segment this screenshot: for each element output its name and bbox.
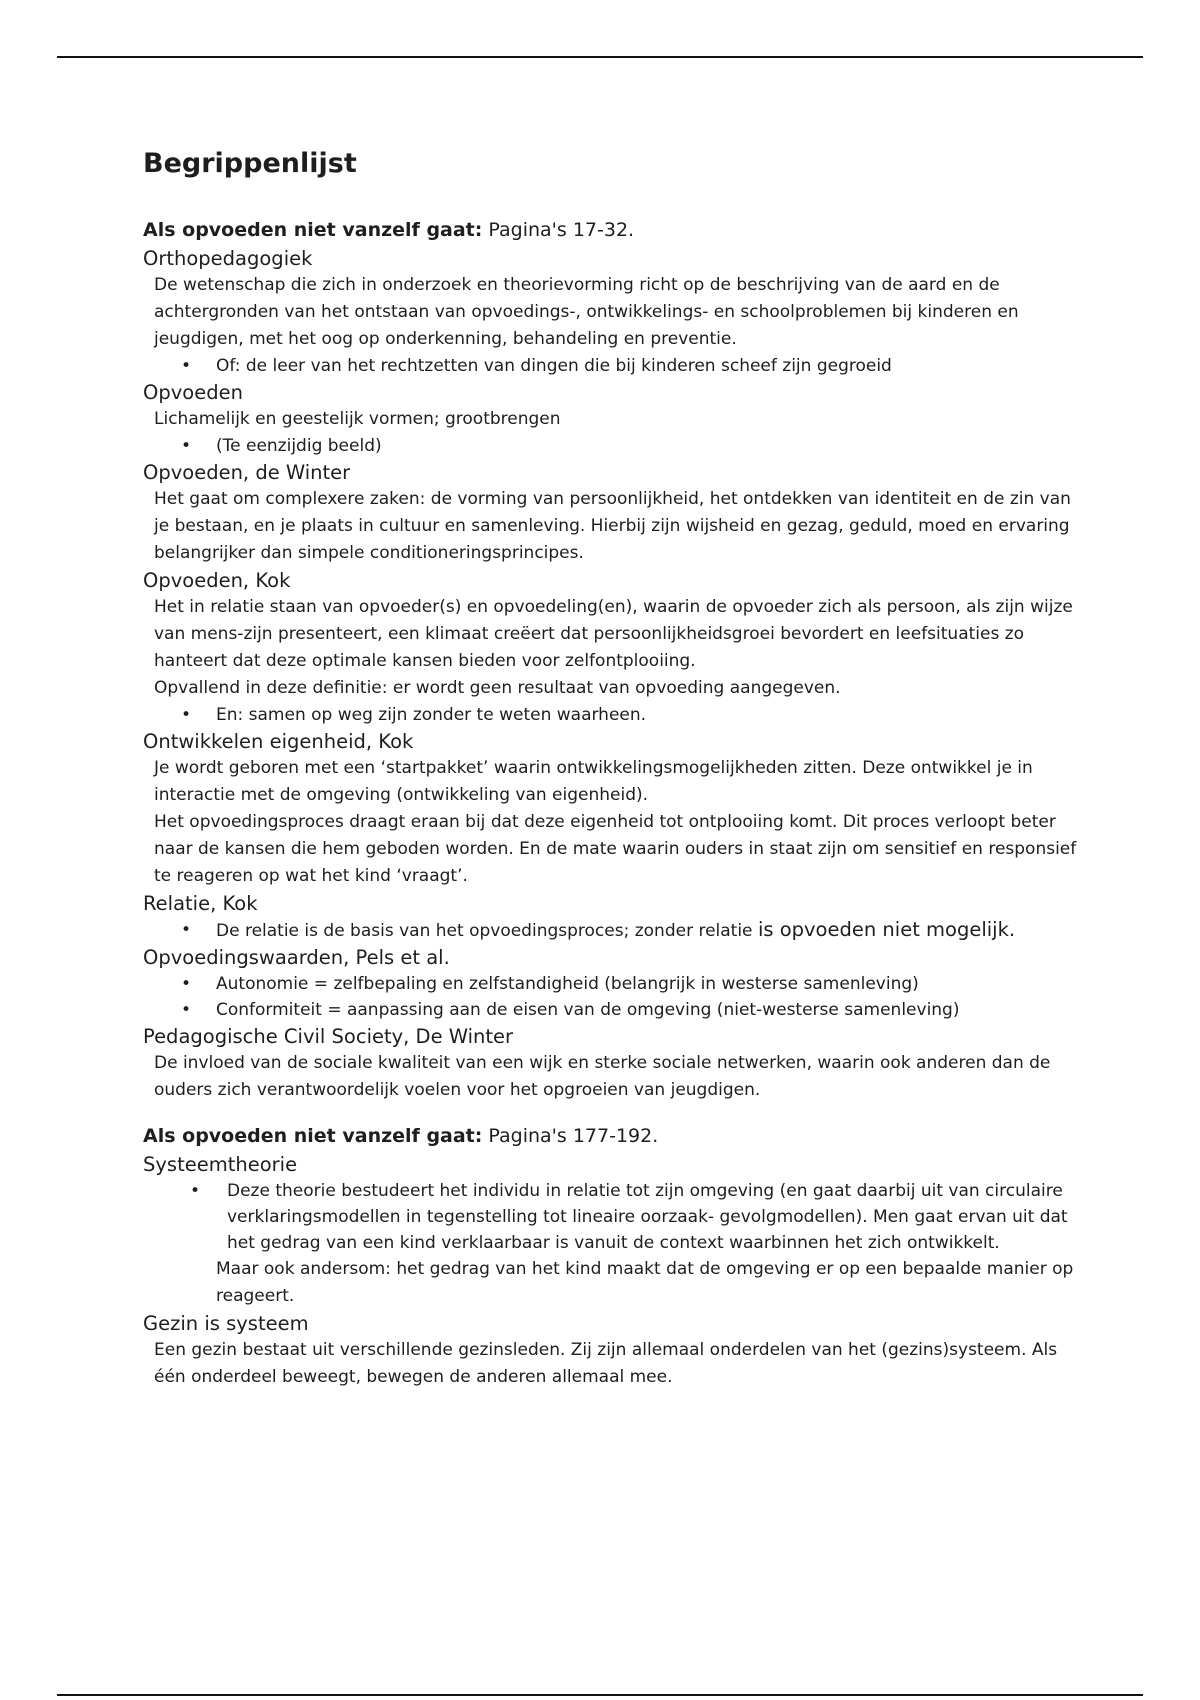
bullet-item: • Deze theorie bestudeert het individu in relatie tot zijn omgeving (en gaat daarbij uit van circulaire verklaringsmodellen in tegenstelling tot lineaire oorzaak- gevolgmodellen). Men gaat ervan uit dat het gedrag van een kind verklaarbaar is vanuit de context waarbinnen het zich ontwikkelt.	[143, 1178, 1083, 1256]
term-orthopedagogiek	[143, 245, 1083, 379]
bullet-list	[143, 1178, 1083, 1256]
term-name: Opvoedingswaarden, Pels et al.	[143, 946, 450, 969]
section-heading-pages: Pagina's 17-32.	[482, 219, 635, 241]
term-definition-note: Opvallend in deze definitie: er wordt geen resultaat van opvoeding aangegeven.	[154, 678, 841, 698]
term-systeemtheorie	[143, 1151, 1083, 1310]
term-opvoeden-de-winter	[143, 459, 1083, 567]
term-name: Systeemtheorie	[143, 1153, 298, 1176]
bullet-list	[143, 702, 1083, 728]
header-rule	[57, 56, 1143, 58]
bullet-continuation: Maar ook andersom: het gedrag van het kind maakt dat de omgeving er op een bepaalde manier op reageert.	[216, 1259, 1074, 1306]
term-name: Opvoeden, de Winter	[143, 461, 351, 484]
term-gezin-is-systeem	[143, 1310, 1083, 1391]
term-name: Opvoeden, Kok	[143, 569, 291, 592]
bullet-text: De relatie is de basis van het opvoedingsproces; zonder relatie	[216, 921, 758, 941]
term-definition: Een gezin bestaat uit verschillende gezinsleden. Zij zijn allemaal onderdelen van het (gezins)systeem. Als één onderdeel beweegt, bewegen de anderen allemaal mee.	[154, 1340, 1058, 1387]
bullet-item: • Autonomie = zelfbepaling en zelfstandigheid (belangrijk in westerse samenleving)	[143, 971, 1083, 997]
section-heading-pages: Pagina's 177-192.	[482, 1125, 659, 1147]
bullet-text-large: is opvoeden niet mogelijk.	[757, 918, 1016, 941]
section-heading-bold: Als opvoeden niet vanzelf gaat:	[143, 1125, 483, 1147]
section-heading	[143, 1122, 1083, 1151]
term-opvoeden	[143, 379, 1083, 459]
term-definition: De wetenschap die zich in onderzoek en theorievorming richt op de beschrijving van de aard en de achtergronden van het ontstaan van opvoedings-, ontwikkelings- en schoolproblemen bij kinderen en jeugdigen, met het oog op onderkenning, behandeling en preventie.	[154, 275, 1019, 349]
bullet-list	[143, 433, 1083, 459]
bullet-list	[143, 917, 1083, 944]
bullet-list	[143, 971, 1083, 1023]
bullet-item: • Conformiteit = aanpassing aan de eisen van de omgeving (niet-westerse samenleving)	[143, 997, 1083, 1023]
term-name: Opvoeden	[143, 381, 243, 404]
term-definition: Het in relatie staan van opvoeder(s) en opvoedeling(en), waarin de opvoeder zich als persoon, als zijn wijze van mens-zijn presenteert, een klimaat creëert dat persoonlijkheidsgroei bevordert en leefsituaties zo hanteert dat deze optimale kansen bieden voor zelfontplooiing.	[154, 597, 1073, 671]
term-opvoeden-kok	[143, 567, 1083, 728]
term-ontwikkelen-eigenheid	[143, 728, 1083, 890]
term-name: Ontwikkelen eigenheid, Kok	[143, 730, 414, 753]
footer-rule	[57, 1694, 1143, 1696]
term-name: Orthopedagogiek	[143, 247, 313, 270]
bullet-item: • Of: de leer van het rechtzetten van dingen die bij kinderen scheef zijn gegroeid	[143, 353, 1083, 379]
bullet-item: • En: samen op weg zijn zonder te weten waarheen.	[143, 702, 1083, 728]
page-title: Begrippenlijst	[143, 148, 357, 179]
term-name: Relatie, Kok	[143, 892, 258, 915]
section-heading	[143, 216, 1083, 245]
bullet-item	[143, 917, 1083, 944]
bullet-item: • (Te eenzijdig beeld)	[143, 433, 1083, 459]
section-heading-bold: Als opvoeden niet vanzelf gaat:	[143, 219, 483, 241]
term-definition: Lichamelijk en geestelijk vormen; grootbrengen	[154, 409, 561, 429]
term-definition: De invloed van de sociale kwaliteit van een wijk en sterke sociale netwerken, waarin ook anderen dan de ouders zich verantwoordelijk voelen voor het opgroeien van jeugdigen.	[154, 1053, 1051, 1100]
term-pedagogische-civil-society	[143, 1023, 1083, 1104]
term-name: Gezin is systeem	[143, 1312, 309, 1335]
term-relatie-kok	[143, 890, 1083, 944]
term-definition: Je wordt geboren met een ‘startpakket’ waarin ontwikkelingsmogelijkheden zitten. Deze ontwikkel je in interactie met de omgeving (ontwikkeling van eigenheid).	[154, 758, 1033, 805]
section-2	[143, 1122, 1083, 1391]
bullet-list	[143, 353, 1083, 379]
document-body	[143, 146, 1083, 1409]
term-opvoedingswaarden	[143, 944, 1083, 1023]
term-definition: Het gaat om complexere zaken: de vorming van persoonlijkheid, het ontdekken van identiteit en de zin van je bestaan, en je plaats in cultuur en samenleving. Hierbij zijn wijsheid en gezag, geduld, moed en ervaring belangrijker dan simpele conditioneringsprincipes.	[154, 489, 1071, 563]
section-1	[143, 216, 1083, 1104]
term-name: Pedagogische Civil Society, De Winter	[143, 1025, 514, 1048]
term-definition: Het opvoedingsproces draagt eraan bij dat deze eigenheid tot ontplooiing komt. Dit proces verloopt beter naar de kansen die hem geboden worden. En de mate waarin ouders in staat zijn om sensitief en responsief te reageren op wat het kind ‘vraagt’.	[154, 812, 1077, 886]
